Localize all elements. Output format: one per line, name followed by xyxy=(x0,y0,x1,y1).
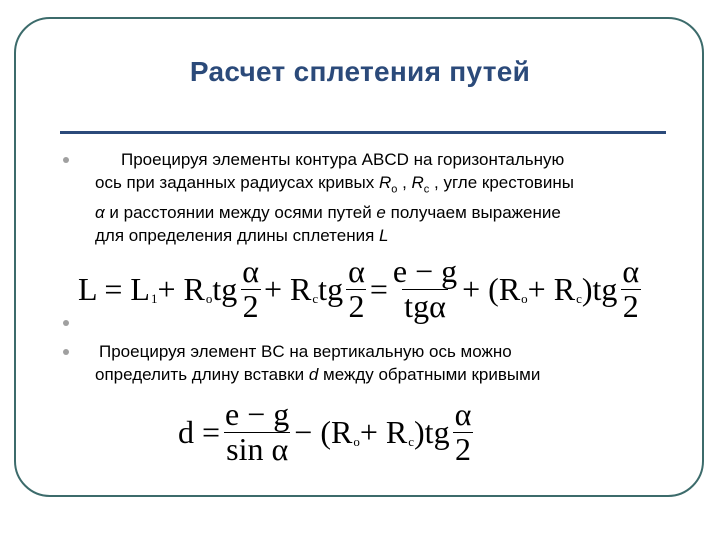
fraction-e-g-tga: $\frac{e - g}{\text{tgα}}$ xyxy=(392,253,458,324)
splice-length-formula: L = L 1 + R о tg $\frac{\alpha}{2}$ + R с tg $\frac{\alpha}{2}$ = $\frac{e - g}{\text{tgα}}$ + (R о + R с )tg $\frac{\alpha}{2}$ xyxy=(78,253,640,324)
fraction-alpha-2: $\frac{\alpha}{2}$ xyxy=(454,396,472,467)
fraction-alpha-2: $\frac{\alpha}{2}$ xyxy=(242,253,259,324)
fraction-e-g-sina: $\frac{e - g}{\text{sin α}}$ xyxy=(225,396,290,467)
p1-line3: α и расстоянии между осями путей e получаем выражение xyxy=(95,203,561,223)
insert-length-formula: d = $\frac{e - g}{\text{sin α}}$ − (R о + R с )tg $\frac{\alpha}{2}$ xyxy=(178,396,472,467)
slide-title: Расчет сплетения путей xyxy=(189,56,531,87)
bullet-2 xyxy=(63,320,69,326)
paragraph-2 xyxy=(95,340,540,386)
title-underline xyxy=(60,131,666,134)
p1-line1: Проецируя элементы контура ABCD на горизонтальную xyxy=(121,150,565,169)
fraction-alpha-2: $\frac{\alpha}{2}$ xyxy=(622,253,640,324)
p1-line2: ось при заданных радиусах кривых $R_о$ , $R_с$ , угле крестовины xyxy=(95,173,574,196)
p2-line2: определить длину вставки d между обратными кривыми xyxy=(95,365,541,384)
bullet-1 xyxy=(63,157,69,163)
paragraph-1 xyxy=(95,148,574,247)
fraction-alpha-2: $\frac{\alpha}{2}$ xyxy=(348,253,365,324)
p2-line1: Проецируя элемент BC на вертикальную ось можно xyxy=(99,342,512,361)
p1-line4: для определения длины сплетения L xyxy=(95,226,389,246)
bullet-3 xyxy=(63,349,69,355)
